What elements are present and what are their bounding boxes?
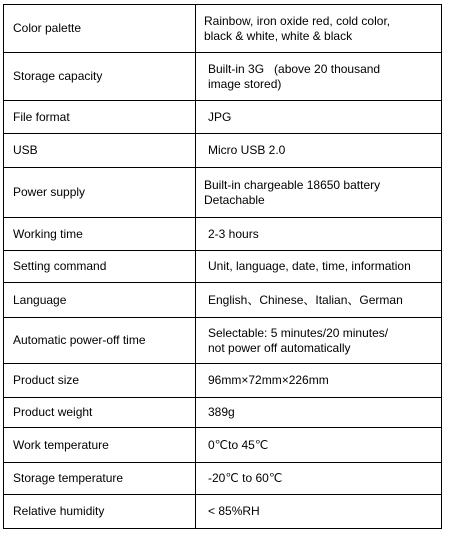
table-row [4, 101, 442, 134]
table-row [4, 283, 442, 318]
spec-value-line: Micro USB 2.0 [208, 143, 286, 157]
spec-value-setting-command [196, 251, 442, 283]
spec-label-file-format: File format [4, 101, 196, 134]
spec-label-product-size: Product size [4, 364, 196, 398]
spec-value-line: 0℃to 45℃ [208, 437, 269, 452]
spec-value-automatic-power-off-time [196, 318, 442, 364]
spec-value-working-time [196, 218, 442, 251]
spec-value-line: JPG [208, 109, 232, 124]
spec-label-storage-temperature: Storage temperature [4, 463, 196, 495]
spec-label-language: Language [4, 283, 196, 318]
spec-value-product-size [196, 364, 442, 398]
spec-value-usb [196, 134, 442, 168]
spec-value-work-temperature [196, 428, 442, 463]
table-row [4, 168, 442, 218]
spec-value-storage-temperature [196, 463, 442, 495]
table-row [4, 364, 442, 398]
spec-label-working-time: Working time [4, 218, 196, 251]
table-row [4, 398, 442, 428]
spec-label-setting-command: Setting command [4, 251, 196, 283]
table-row [4, 463, 442, 495]
spec-label-relative-humidity: Relative humidity [4, 495, 196, 529]
table-row [4, 428, 442, 463]
spec-label-power-supply: Power supply [4, 168, 196, 218]
table-row [4, 251, 442, 283]
spec-label-work-temperature: Work temperature [4, 428, 196, 463]
spec-value-line: Built-in 3G (above 20 thousand [208, 61, 381, 76]
spec-value-line: Selectable: 5 minutes/20 minutes/ [208, 325, 389, 340]
spec-value-line: -20℃ to 60℃ [208, 471, 283, 485]
spec-value-line: English、Chinese、Italian、German [208, 292, 403, 307]
spec-value-line: 2-3 hours [208, 226, 259, 241]
spec-label-usb: USB [4, 134, 196, 168]
spec-value-line: Detachable [204, 192, 265, 207]
spec-label-automatic-power-off-time: Automatic power-off time [4, 318, 196, 364]
spec-value-line: image stored) [208, 76, 282, 91]
table-row [4, 495, 442, 529]
spec-value-line: Built-in chargeable 18650 battery [204, 177, 381, 192]
spec-value-line: Unit, language, date, time, information [208, 259, 411, 273]
spec-value-product-weight [196, 398, 442, 428]
spec-value-power-supply [196, 168, 442, 218]
spec-value-line: not power off automatically [208, 340, 351, 355]
spec-label-storage-capacity: Storage capacity [4, 53, 196, 101]
spec-value-line: 389g [208, 405, 235, 419]
table-row [4, 318, 442, 364]
table-row [4, 218, 442, 251]
spec-value-color-palette [196, 5, 442, 53]
spec-value-language [196, 283, 442, 318]
spec-value-line: 96mm×72mm×226mm [208, 373, 329, 387]
table-row [4, 5, 442, 53]
spec-label-product-weight: Product weight [4, 398, 196, 428]
table-row [4, 53, 442, 101]
spec-value-line: Rainbow, iron oxide red, cold color, [204, 13, 391, 28]
spec-value-line: black & white, white & black [204, 28, 353, 43]
spec-table [3, 4, 442, 529]
table-row [4, 134, 442, 168]
spec-value-line: < 85%RH [208, 504, 260, 518]
spec-label-color-palette: Color palette [4, 5, 196, 53]
spec-value-file-format [196, 101, 442, 134]
spec-value-storage-capacity [196, 53, 442, 101]
spec-value-relative-humidity [196, 495, 442, 529]
